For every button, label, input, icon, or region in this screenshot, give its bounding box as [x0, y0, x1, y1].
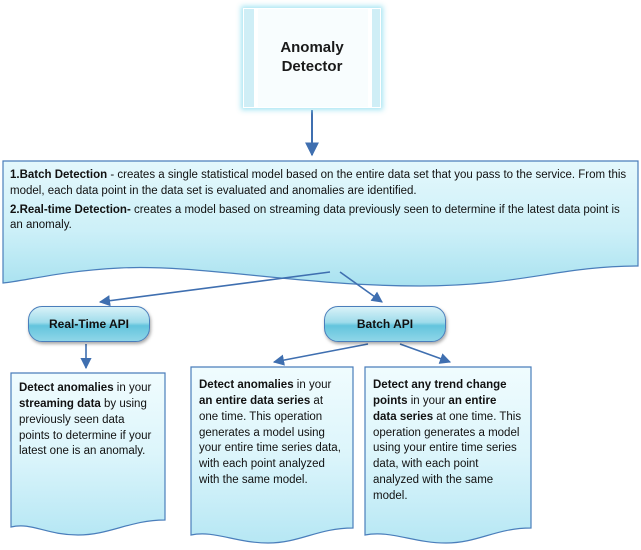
connector-batch-api-to-trend-card [400, 344, 450, 362]
card-batch-anomalies-text: Detect anomalies in your an entire data series at one time. This operation generates a model using your entire time series data, with each point analyzed with the same model. [199, 379, 341, 487]
node-batch-api-label: Batch API [356, 317, 414, 331]
description-item-2-label: 2.Real-time Detection- [10, 203, 131, 216]
card-batch-anomalies [190, 366, 354, 544]
description-item-2 [10, 203, 630, 235]
node-anomaly-detector[interactable] [243, 8, 381, 108]
card-batch-trend [364, 366, 532, 544]
description-item-2-text: creates a model based on streaming data previously seen to determine if the latest data point is an anomaly. [10, 203, 620, 232]
connector-batch-api-to-anomalies-card [274, 344, 368, 362]
card-realtime [10, 372, 166, 540]
card-realtime-text: Detect anomalies in your streaming data by using previously seen data points to determine if your latest one is an anomaly. [19, 382, 152, 458]
description-item-1-text: - creates a single statistical model based on the entire data set that you pass to the service. From this model, each data point in the data set is evaluated and anomalies are identified. [10, 169, 627, 197]
node-realtime-api[interactable] [28, 306, 150, 342]
node-realtime-api-label: Real-Time API [48, 317, 130, 331]
node-anomaly-detector-label-line2: Detector [281, 58, 343, 75]
node-anomaly-detector-label [280, 39, 343, 77]
node-batch-api[interactable] [324, 306, 446, 342]
node-anomaly-detector-label-line1: Anomaly [280, 39, 344, 57]
card-batch-trend-text: Detect any trend change points in your an entire data series at one time. This operation generates a model using your entire time series data, with each point analyzed with the same model. [373, 379, 522, 503]
description-banner [2, 160, 639, 282]
description-item-1 [10, 168, 630, 200]
description-item-1-label: 1.Batch Detection [10, 169, 108, 181]
description-banner-text [10, 168, 630, 237]
